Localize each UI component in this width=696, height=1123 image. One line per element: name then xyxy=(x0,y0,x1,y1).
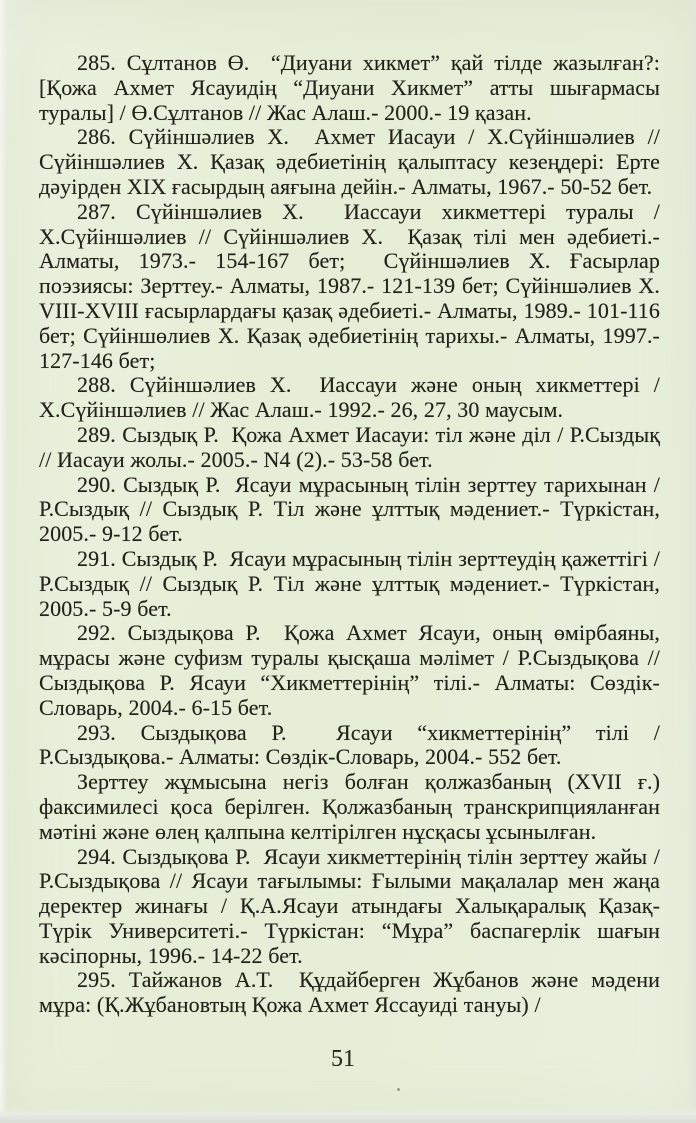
entry-text: Тайжанов А.Т. Құдайберген Жұбанов және мәдени мұра: (Қ.Жұбановтың Қожа Ахмет Яссауиді тануы) / xyxy=(39,967,660,1018)
page-edge-left xyxy=(0,0,7,1123)
bibliography-entry xyxy=(39,721,660,771)
bibliography-entry xyxy=(39,845,660,969)
entry-text: Сүйіншәлиев Х. Иассауи және оның хикметтері / Х.Сүйіншәлиев // Жас Алаш.- 1992.- 26, 27, 30 маусым. xyxy=(39,372,660,423)
bibliography-entry xyxy=(39,423,660,473)
entry-number: 294. xyxy=(77,843,116,869)
page-edge-right xyxy=(688,0,696,1123)
bibliography-entry xyxy=(39,968,660,1018)
entry-number: 288. xyxy=(77,372,116,398)
entry-text: Сүйіншәлиев Х. Ахмет Иасауи / Х.Сүйіншәлиев // Сүйіншәлиев Х. Қазақ әдебиетінің қалыптасу кезеңдері: Ерте дәуірден XIX ғасырдың аяғына дейін.- Алматы, 1967.- 50-52 бет. xyxy=(39,124,660,199)
page-edge-bottom xyxy=(0,1108,696,1123)
note-paragraph xyxy=(39,770,660,844)
entry-number: 295. xyxy=(77,967,116,993)
entry-text: Сүйіншәлиев Х. Иассауи хикметтері туралы / Х.Сүйіншәлиев // Сүйіншәлиев Х. Қазақ тілі мен әдебиеті.- Алматы, 1973.- 154-167 бет; Сүйіншәлиев Х. Ғасырлар поэзиясы: Зерттеу.- Алматы, 1987.- 121-139 бет; Сүйіншәлиев Х. VIII-XVIII ғасырлардағы қазақ әдебиеті.- Алматы, 1989.- 101-116 бет; Сүйіншөлиев Х. Қазақ әдебиетінің тарихы.- Алматы, 1997.- 127-146 бет; xyxy=(39,198,660,373)
entry-text: Сұлтанов Ө. “Диуани хикмет” қай тілде жазылған?: [Қожа Ахмет Ясауидің “Диуани Хикмет” атты шығармасы туралы] / Ө.Сұлтанов // Жас Алаш.- 2000.- 19 қазан. xyxy=(39,50,660,125)
entry-text: Зерттеу жұмысына негіз болған қолжазбаның (XVII ғ.) факсимилесі қоса берілген. Қолжазбаның транскрипцияланған мәтіні және өлең қалпына келтірілген нұсқасы ұсынылған. xyxy=(39,769,660,844)
page-number: 51 xyxy=(331,1046,355,1072)
entry-text: Сыздықова Р. Ясауи хикметтерінің тілін зерттеу жайы / Р.Сыздықова // Ясауи тағылымы: Ғылыми мақалалар мен жаңа деректер жинағы / Қ.А.Ясауи атындағы Халықаралық Қазақ-Түрік Университеті.- Түркістан: “Мұра” баспагерлік шағын кәсіпорны, 1996.- 14-22 бет. xyxy=(39,843,660,968)
entry-text: Сыздық Р. Ясауи мұрасының тілін зерттеу тарихынан / Р.Сыздық // Сыздық Р. Тіл және ұлттық мәдениет.- Түркістан, 2005.- 9-12 бет. xyxy=(39,471,660,547)
entry-number: 293. xyxy=(77,719,116,745)
bibliography-list xyxy=(39,51,660,1018)
entry-number: 289. xyxy=(77,421,116,447)
bibliography-entry xyxy=(39,473,660,547)
bibliography-entry xyxy=(39,547,660,621)
entry-number: 290. xyxy=(77,471,116,497)
entry-number: 287. xyxy=(77,198,116,224)
entry-number: 286. xyxy=(77,124,116,150)
bibliography-entry xyxy=(39,125,660,199)
entry-text: Сыздық Р. Ясауи мұрасының тілін зерттеудің қажеттігі / Р.Сыздық // Сыздық Р. Тіл және ұлттық мәдениет.- Түркістан, 2005.- 5-9 бет. xyxy=(39,545,660,621)
entry-number: 292. xyxy=(77,620,116,646)
entry-number: 291. xyxy=(77,545,116,571)
entry-text: Сыздықова Р. Ясауи “хикметтерінің” тілі / Р.Сыздықова.- Алматы: Сөздік-Словарь, 2004.- 552 бет. xyxy=(39,719,660,770)
entry-text: Сыздықова Р. Қожа Ахмет Ясауи, оның өмірбаяны, мұрасы және суфизм туралы қысқаша мәлімет / Р.Сыздықова // Сыздықова Р. Ясауи “Хикметтерінің” тілі.- Алматы: Сөздік-Словарь, 2004.- 6-15 бет. xyxy=(39,620,660,720)
bibliography-entry xyxy=(39,621,660,720)
entry-text: Сыздық Р. Қожа Ахмет Иасауи: тіл және діл / Р.Сыздық // Иасауи жолы.- 2005.- N4 (2).- 53-58 бет. xyxy=(39,421,660,472)
entry-number: 285. xyxy=(77,50,116,75)
bibliography-entry xyxy=(39,373,660,423)
scan-speck xyxy=(397,1088,400,1091)
bibliography-entry xyxy=(39,200,660,374)
bibliography-entry xyxy=(39,51,660,125)
